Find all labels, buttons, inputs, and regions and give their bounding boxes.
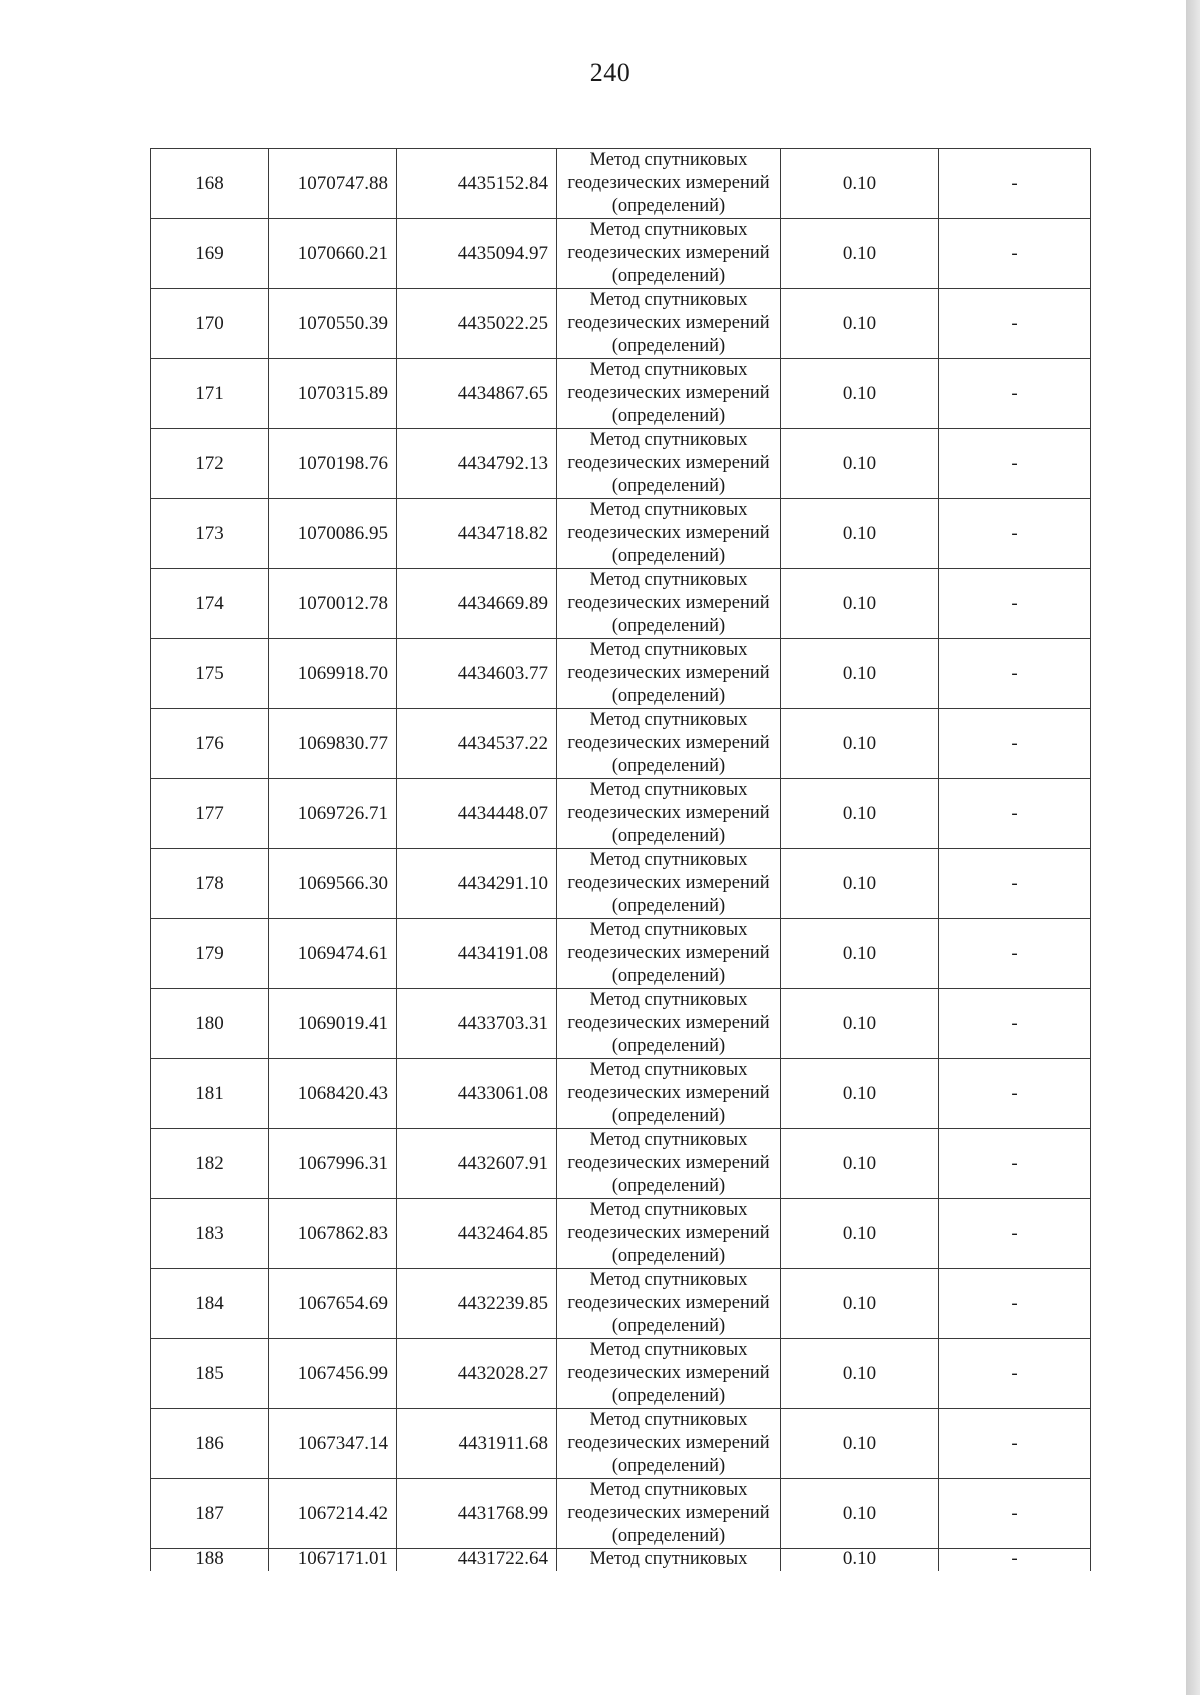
x-coordinate-cell: 1070660.21	[269, 219, 397, 289]
method-line: (определений)	[611, 1386, 726, 1406]
table-row	[151, 639, 1091, 709]
x-coordinate-cell: 1069566.30	[269, 849, 397, 919]
x-coordinate-cell: 1069019.41	[269, 989, 397, 1059]
method-cell	[557, 569, 781, 639]
table-row	[151, 429, 1091, 499]
method-line: Метод спутниковых	[589, 150, 748, 170]
note-cell: -	[939, 219, 1091, 289]
method-cell	[557, 849, 781, 919]
method-line: (определений)	[611, 1526, 726, 1546]
accuracy-cell: 0.10	[781, 499, 939, 569]
x-coordinate-cell: 1067214.42	[269, 1479, 397, 1549]
method-line: Метод спутниковых	[589, 780, 748, 800]
method-line: Метод спутниковых	[589, 500, 748, 520]
point-number-cell: 176	[151, 709, 269, 779]
method-line: Метод спутниковых	[589, 430, 748, 450]
accuracy-cell: 0.10	[781, 359, 939, 429]
coordinates-table-body	[151, 149, 1091, 1571]
note-cell: -	[939, 1269, 1091, 1339]
method-cell	[557, 1269, 781, 1339]
point-number-cell: 184	[151, 1269, 269, 1339]
method-line: геодезических измерений	[567, 663, 770, 683]
accuracy-cell: 0.10	[781, 1129, 939, 1199]
note-cell: -	[939, 989, 1091, 1059]
y-coordinate-cell: 4434537.22	[397, 709, 557, 779]
method-line: геодезических измерений	[567, 1503, 770, 1523]
method-line: (определений)	[611, 1176, 726, 1196]
note-cell: -	[939, 149, 1091, 219]
y-coordinate-cell: 4434867.65	[397, 359, 557, 429]
method-cell	[557, 1479, 781, 1549]
note-cell: -	[939, 289, 1091, 359]
x-coordinate-cell: 1069474.61	[269, 919, 397, 989]
method-line: геодезических измерений	[567, 1223, 770, 1243]
table-row	[151, 919, 1091, 989]
method-cell	[557, 639, 781, 709]
accuracy-cell: 0.10	[781, 1409, 939, 1479]
note-cell: -	[939, 1409, 1091, 1479]
table-row	[151, 1269, 1091, 1339]
table-row	[151, 219, 1091, 289]
point-number-cell: 168	[151, 149, 269, 219]
accuracy-cell: 0.10	[781, 1199, 939, 1269]
table-row	[151, 1409, 1091, 1479]
method-line: Метод спутниковых	[589, 290, 748, 310]
accuracy-cell: 0.10	[781, 709, 939, 779]
method-line: Метод спутниковых	[589, 1410, 748, 1430]
method-line: геодезических измерений	[567, 593, 770, 613]
y-coordinate-cell: 4432239.85	[397, 1269, 557, 1339]
point-number-cell: 178	[151, 849, 269, 919]
table-row	[151, 989, 1091, 1059]
method-cell	[557, 219, 781, 289]
table-row	[151, 289, 1091, 359]
y-coordinate-cell: 4434448.07	[397, 779, 557, 849]
method-line: (определений)	[611, 406, 726, 426]
note-cell: -	[939, 849, 1091, 919]
method-cell	[557, 1409, 781, 1479]
method-line: геодезических измерений	[567, 383, 770, 403]
note-cell: -	[939, 499, 1091, 569]
table-row	[151, 499, 1091, 569]
method-line: (определений)	[611, 686, 726, 706]
method-line: геодезических измерений	[567, 523, 770, 543]
note-cell: -	[939, 1549, 1091, 1571]
table-row	[151, 849, 1091, 919]
method-cell	[557, 289, 781, 359]
method-cell	[557, 1059, 781, 1129]
x-coordinate-cell: 1069726.71	[269, 779, 397, 849]
table-row	[151, 569, 1091, 639]
point-number-cell: 183	[151, 1199, 269, 1269]
method-line: геодезических измерений	[567, 1363, 770, 1383]
method-line: (определений)	[611, 546, 726, 566]
note-cell: -	[939, 569, 1091, 639]
method-cell	[557, 919, 781, 989]
method-line: геодезических измерений	[567, 173, 770, 193]
method-cell	[557, 709, 781, 779]
page-number: 240	[589, 58, 631, 87]
y-coordinate-cell: 4435094.97	[397, 219, 557, 289]
note-cell: -	[939, 1059, 1091, 1129]
accuracy-cell: 0.10	[781, 849, 939, 919]
accuracy-cell: 0.10	[781, 429, 939, 499]
point-number-cell: 171	[151, 359, 269, 429]
method-line: Метод спутниковых	[589, 1480, 748, 1500]
table-row	[151, 709, 1091, 779]
table-row	[151, 1339, 1091, 1409]
note-cell: -	[939, 1199, 1091, 1269]
y-coordinate-cell: 4431768.99	[397, 1479, 557, 1549]
method-cell	[557, 989, 781, 1059]
x-coordinate-cell: 1067996.31	[269, 1129, 397, 1199]
method-line: Метод спутниковых	[589, 990, 748, 1010]
table-row	[151, 779, 1091, 849]
method-line: Метод спутниковых	[589, 570, 748, 590]
y-coordinate-cell: 4433061.08	[397, 1059, 557, 1129]
x-coordinate-cell: 1070012.78	[269, 569, 397, 639]
note-cell: -	[939, 429, 1091, 499]
x-coordinate-cell: 1067456.99	[269, 1339, 397, 1409]
point-number-cell: 170	[151, 289, 269, 359]
y-coordinate-cell: 4432028.27	[397, 1339, 557, 1409]
accuracy-cell: 0.10	[781, 779, 939, 849]
accuracy-cell: 0.10	[781, 289, 939, 359]
y-coordinate-cell: 4434792.13	[397, 429, 557, 499]
method-line: (определений)	[611, 476, 726, 496]
method-line: Метод спутниковых	[589, 1340, 748, 1360]
method-line: Метод спутниковых	[589, 710, 748, 730]
x-coordinate-cell: 1068420.43	[269, 1059, 397, 1129]
accuracy-cell: 0.10	[781, 989, 939, 1059]
point-number-cell: 179	[151, 919, 269, 989]
method-line: Метод спутниковых	[589, 1549, 748, 1569]
note-cell: -	[939, 1339, 1091, 1409]
note-cell: -	[939, 919, 1091, 989]
table-row	[151, 1479, 1091, 1549]
x-coordinate-cell: 1067347.14	[269, 1409, 397, 1479]
accuracy-cell: 0.10	[781, 149, 939, 219]
method-line: геодезических измерений	[567, 733, 770, 753]
method-cell	[557, 1549, 781, 1571]
method-line: Метод спутниковых	[589, 1270, 748, 1290]
method-line: геодезических измерений	[567, 1433, 770, 1453]
method-line: Метод спутниковых	[589, 640, 748, 660]
point-number-cell: 186	[151, 1409, 269, 1479]
coordinates-table	[150, 148, 1091, 1571]
y-coordinate-cell: 4434603.77	[397, 639, 557, 709]
table-row	[151, 149, 1091, 219]
accuracy-cell: 0.10	[781, 1269, 939, 1339]
method-cell	[557, 1129, 781, 1199]
method-line: геодезических измерений	[567, 1083, 770, 1103]
x-coordinate-cell: 1069830.77	[269, 709, 397, 779]
accuracy-cell: 0.10	[781, 1549, 939, 1571]
accuracy-cell: 0.10	[781, 1339, 939, 1409]
method-line: (определений)	[611, 196, 726, 216]
method-line: геодезических измерений	[567, 1153, 770, 1173]
method-cell	[557, 1339, 781, 1409]
method-cell	[557, 779, 781, 849]
y-coordinate-cell: 4434291.10	[397, 849, 557, 919]
note-cell: -	[939, 359, 1091, 429]
y-coordinate-cell: 4432607.91	[397, 1129, 557, 1199]
note-cell: -	[939, 639, 1091, 709]
table-row	[151, 1199, 1091, 1269]
y-coordinate-cell: 4431722.64	[397, 1549, 557, 1571]
y-coordinate-cell: 4434191.08	[397, 919, 557, 989]
method-line: (определений)	[611, 1246, 726, 1266]
method-cell	[557, 359, 781, 429]
y-coordinate-cell: 4434718.82	[397, 499, 557, 569]
method-line: геодезических измерений	[567, 803, 770, 823]
method-line: Метод спутниковых	[589, 1200, 748, 1220]
x-coordinate-cell: 1067654.69	[269, 1269, 397, 1339]
table-row	[151, 1549, 1091, 1571]
method-line: Метод спутниковых	[589, 360, 748, 380]
table-row	[151, 1129, 1091, 1199]
method-line: Метод спутниковых	[589, 1060, 748, 1080]
method-line: (определений)	[611, 756, 726, 776]
note-cell: -	[939, 709, 1091, 779]
method-line: (определений)	[611, 1456, 726, 1476]
page-edge-shadow	[1186, 0, 1200, 1695]
method-line: геодезических измерений	[567, 243, 770, 263]
table-row	[151, 1059, 1091, 1129]
point-number-cell: 185	[151, 1339, 269, 1409]
note-cell: -	[939, 779, 1091, 849]
method-line: Метод спутниковых	[589, 920, 748, 940]
x-coordinate-cell: 1067171.01	[269, 1549, 397, 1571]
method-line: (определений)	[611, 966, 726, 986]
method-line: Метод спутниковых	[589, 220, 748, 240]
accuracy-cell: 0.10	[781, 919, 939, 989]
y-coordinate-cell: 4431911.68	[397, 1409, 557, 1479]
point-number-cell: 182	[151, 1129, 269, 1199]
method-line: Метод спутниковых	[589, 1130, 748, 1150]
x-coordinate-cell: 1070315.89	[269, 359, 397, 429]
method-line: (определений)	[611, 336, 726, 356]
method-line: геодезических измерений	[567, 873, 770, 893]
point-number-cell: 173	[151, 499, 269, 569]
method-line: геодезических измерений	[567, 313, 770, 333]
accuracy-cell: 0.10	[781, 1059, 939, 1129]
y-coordinate-cell: 4435022.25	[397, 289, 557, 359]
method-line: (определений)	[611, 896, 726, 916]
point-number-cell: 175	[151, 639, 269, 709]
accuracy-cell: 0.10	[781, 1479, 939, 1549]
point-number-cell: 188	[151, 1549, 269, 1571]
point-number-cell: 174	[151, 569, 269, 639]
y-coordinate-cell: 4434669.89	[397, 569, 557, 639]
y-coordinate-cell: 4432464.85	[397, 1199, 557, 1269]
point-number-cell: 172	[151, 429, 269, 499]
note-cell: -	[939, 1129, 1091, 1199]
method-line: (определений)	[611, 1316, 726, 1336]
y-coordinate-cell: 4435152.84	[397, 149, 557, 219]
x-coordinate-cell: 1067862.83	[269, 1199, 397, 1269]
x-coordinate-cell: 1070550.39	[269, 289, 397, 359]
method-line: (определений)	[611, 826, 726, 846]
method-line: геодезических измерений	[567, 453, 770, 473]
x-coordinate-cell: 1070086.95	[269, 499, 397, 569]
point-number-cell: 180	[151, 989, 269, 1059]
method-line: геодезических измерений	[567, 1013, 770, 1033]
x-coordinate-cell: 1070747.88	[269, 149, 397, 219]
method-cell	[557, 1199, 781, 1269]
method-cell	[557, 149, 781, 219]
method-line: геодезических измерений	[567, 1293, 770, 1313]
point-number-cell: 187	[151, 1479, 269, 1549]
method-line: (определений)	[611, 1106, 726, 1126]
method-line: (определений)	[611, 266, 726, 286]
point-number-cell: 169	[151, 219, 269, 289]
accuracy-cell: 0.10	[781, 219, 939, 289]
accuracy-cell: 0.10	[781, 639, 939, 709]
note-cell: -	[939, 1479, 1091, 1549]
method-line: Метод спутниковых	[589, 850, 748, 870]
method-cell	[557, 429, 781, 499]
accuracy-cell: 0.10	[781, 569, 939, 639]
method-line: (определений)	[611, 1036, 726, 1056]
method-cell	[557, 499, 781, 569]
y-coordinate-cell: 4433703.31	[397, 989, 557, 1059]
x-coordinate-cell: 1069918.70	[269, 639, 397, 709]
table-row	[151, 359, 1091, 429]
point-number-cell: 181	[151, 1059, 269, 1129]
point-number-cell: 177	[151, 779, 269, 849]
x-coordinate-cell: 1070198.76	[269, 429, 397, 499]
method-line: геодезических измерений	[567, 943, 770, 963]
method-line: (определений)	[611, 616, 726, 636]
